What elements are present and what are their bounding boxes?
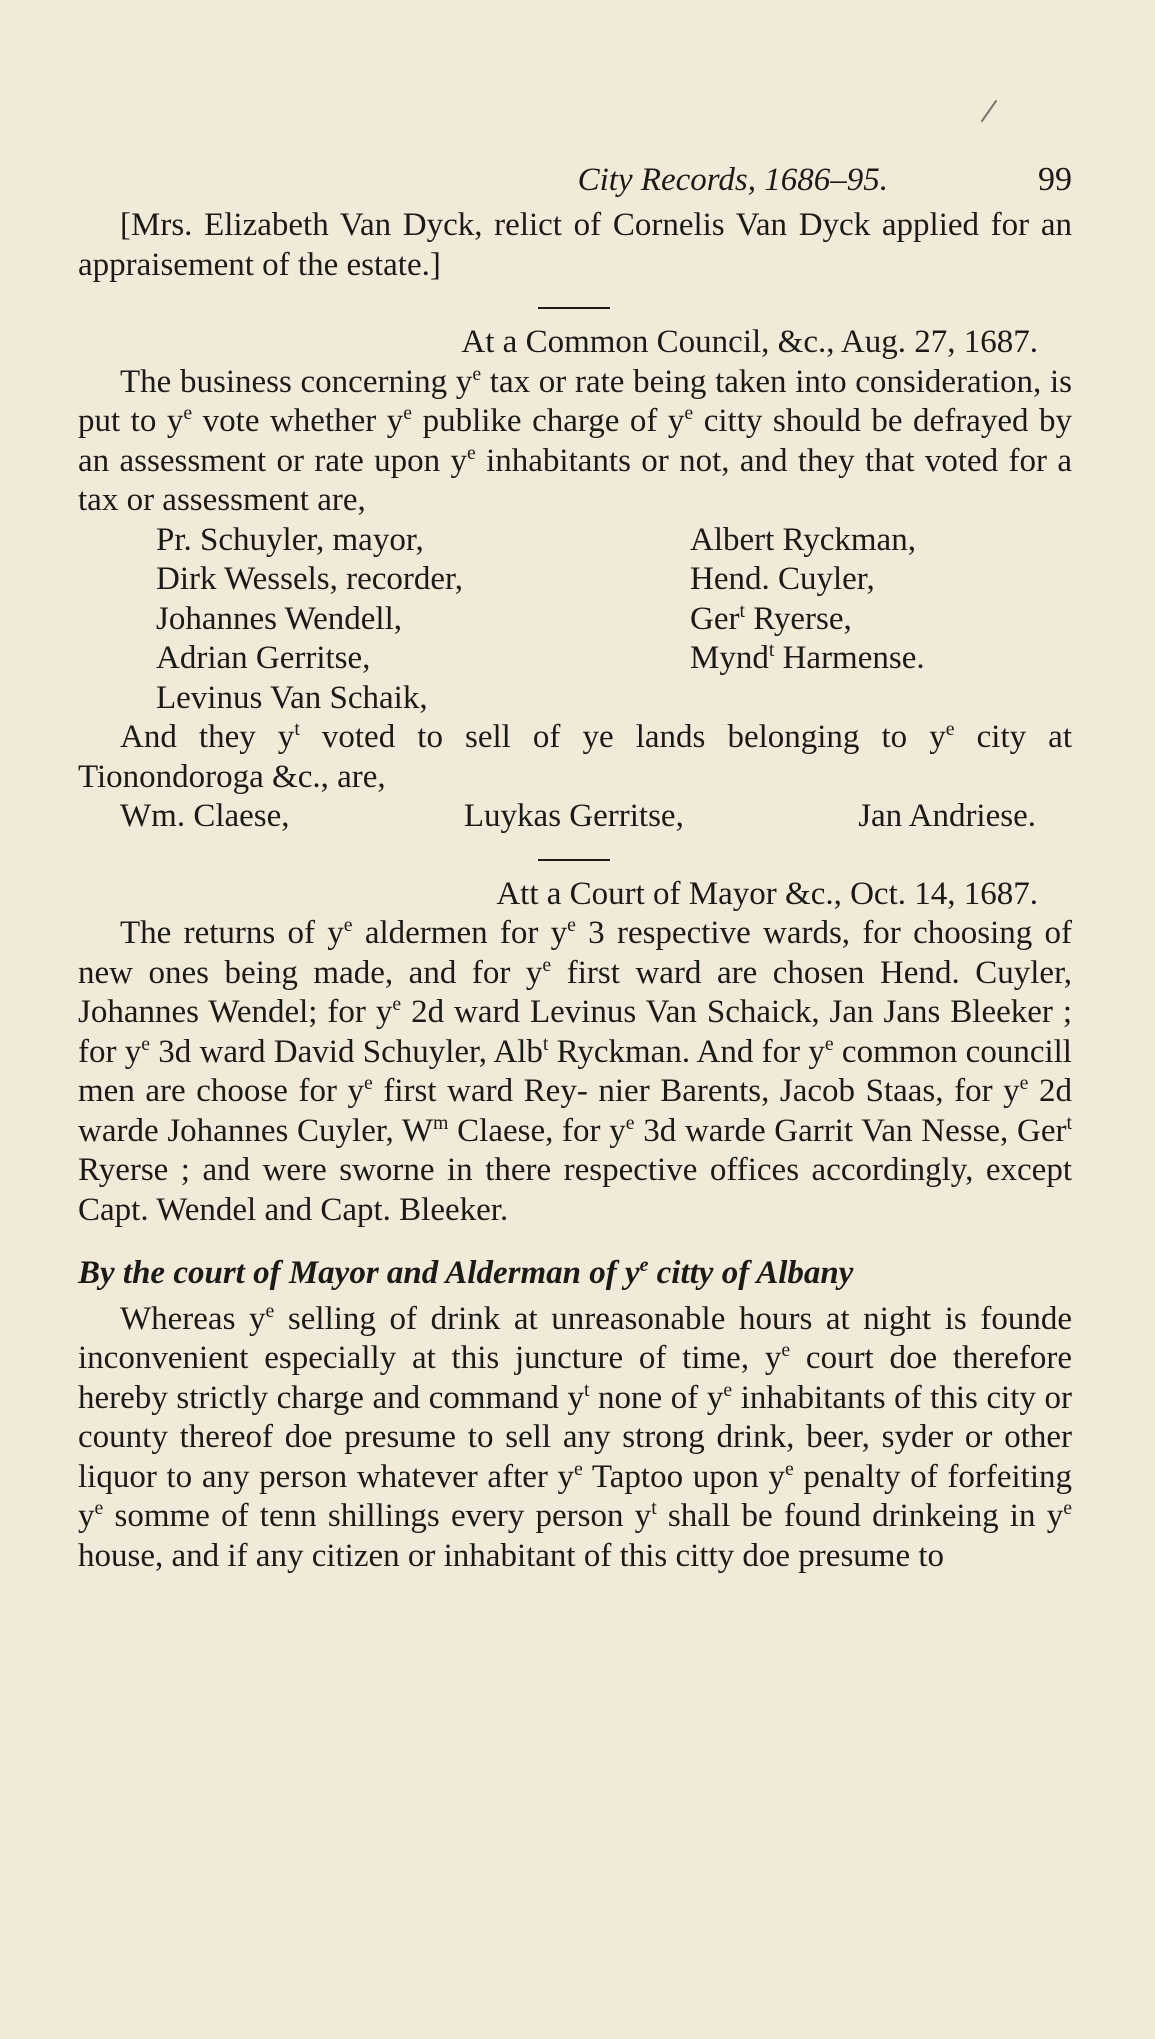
intro-paragraph: [Mrs. Elizabeth Van Dyck, relict of Cornelis Van Dyck applied for an appraisement of the estate.]: [78, 207, 1072, 283]
voter-name: Albert Ryckman,: [690, 521, 916, 558]
pencil-mark: [981, 100, 998, 122]
voters-left-column: [156, 521, 690, 719]
running-title: City Records, 1686–95.: [577, 162, 888, 198]
section-divider: [538, 859, 610, 861]
section-divider: [538, 307, 610, 309]
voter-name: Mynd$^t$ Harmense.: [690, 639, 925, 676]
voter-name: Wm. Claese,: [120, 798, 290, 834]
section-heading-court: Att a Court of Mayor &c., Oct. 14, 1687.: [496, 875, 1038, 912]
voter-name: Dirk Wessels, recorder,: [156, 561, 463, 597]
book-page: [78, 160, 1072, 1576]
voter-name: Ger$^t$ Ryerse,: [690, 599, 852, 637]
voters-list: [78, 521, 1072, 719]
council-paragraph: The business concerning $y^e$ tax or rate being taken into consideration, is put to $y^e$ vote whether $y^e$ publike charge of $y^e$ citty should be defrayed by an assessment or rate upon $y^e$ inhabitants or not, and they that voted for a tax or assessment are,: [78, 362, 1072, 518]
court-paragraph: The returns of $y^e$ aldermen for $y^e$ 3 respective wards, for choosing of new ones being made, and for $y^e$ first ward are chosen Hend. Cuyler, Johannes Wendel; for $y^e$ 2d ward Levinus Van Schaick, Jan Jans Bleeker ; for $y^e$ 3d ward David Schuyler, Alb$^t$ Ryckman. And for $y^e$ common councill men are choose for $y^e$ first ward Rey- nier Barents, Jacob Staas, for $y^e$ 2d warde Johannes Cuyler, $W^m$ Claese, for $y^e$ 3d warde Garrit Van Nesse, Ger$^t$ Ryerse ; and were sworne in there respective offices accordingly, except Capt. Wendel and Capt. Bleeker.: [78, 914, 1073, 1228]
voter-name: Johannes Wendell,: [156, 600, 403, 637]
lands-paragraph: And they $y^t$ voted to sell of ye lands belonging to $y^e$ city at Tionondoroga &c., are,: [78, 718, 1072, 795]
section-heading-council: At a Common Council, &c., Aug. 27, 1687.: [461, 324, 1038, 360]
ordinance-paragraph: Whereas $y^e$ selling of drink at unreasonable hours at night is founde inconvenient especially at this juncture of time, $y^e$ court doe therefore hereby strictly charge and command $y^t$ none of $y^e$ inhabitants of this city or county thereof doe presume to sell any strong drink, beer, syder or other liquor to any person whatever after $y^e$ Taptoo upon $y^e$ penalty of forfeiting $y^e$ somme of tenn shillings every person $y^t$ shall be found drinkeing in $y^e$ house, and if any citizen or inhabitant of this citty doe presume to: [78, 1299, 1073, 1574]
lands-voters-list: [78, 797, 1072, 837]
voters-right-column: [690, 521, 1150, 719]
voter-name: Levinus Van Schaik,: [156, 679, 428, 716]
voter-name: Adrian Gerritse,: [156, 640, 371, 676]
ordinance-heading: By the court of Mayor and Alderman of $y^e$ citty of Albany: [78, 1254, 854, 1291]
voter-name: Hend. Cuyler,: [690, 561, 875, 597]
page-header: [78, 160, 1072, 200]
page-number: 99: [1038, 161, 1072, 198]
voter-name: Pr. Schuyler, mayor,: [156, 521, 424, 558]
voter-name: Jan Andriese.: [858, 798, 1036, 834]
voter-name: Luykas Gerritse,: [463, 798, 684, 834]
